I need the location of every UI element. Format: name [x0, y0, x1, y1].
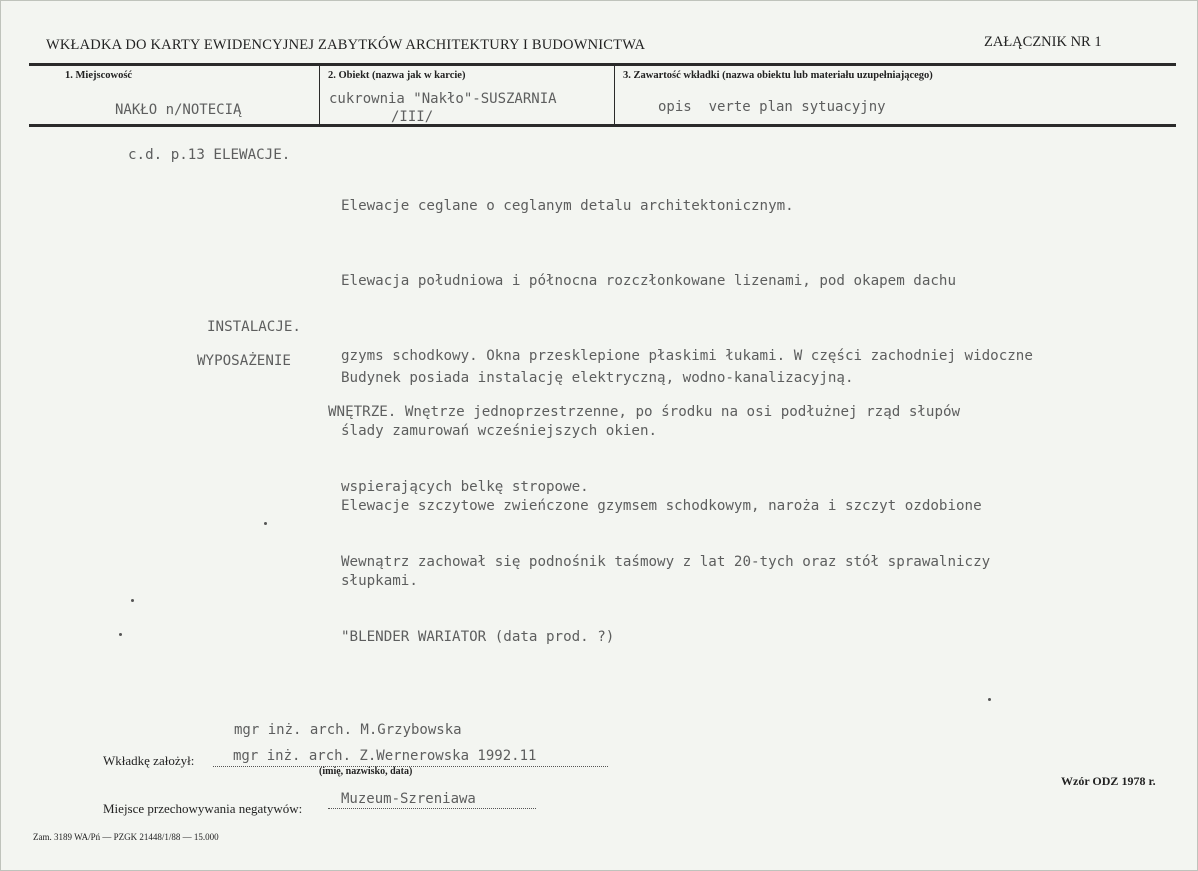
text-line: gzyms schodkowy. Okna przesklepione płaskimi łukami. W części zachodniej widoczne	[341, 348, 1033, 364]
negatives-label: Miejsce przechowywania negatywów:	[103, 801, 303, 816]
text-line: ślady zamurowań wcześniejszych okien.	[341, 423, 658, 439]
object-label: 2. Obiekt (nazwa jak w karcie)	[328, 70, 466, 81]
paper-speck	[988, 698, 991, 701]
page-title: WKŁADKA DO KARTY EWIDENCYJNEJ ZABYTKÓW ARCHITEKTURY I BUDOWNICTWA	[46, 37, 646, 53]
form-label: Wzór ODZ 1978 r.	[1061, 774, 1156, 788]
print-info: Zam. 3189 WA/Pń — PZGK 21448/1/88 — 15.000	[33, 832, 219, 842]
author-caption: (imię, nazwisko, data)	[319, 766, 413, 777]
locality-value: NAKŁO n/NOTECIĄ	[115, 102, 242, 118]
negatives-dotted-line	[328, 808, 536, 809]
text-line: "BLENDER WARIATOR (data prod. ?)	[341, 629, 615, 645]
column-divider-2	[614, 66, 615, 126]
text-line: wspierających belkę stropowe.	[341, 479, 589, 495]
annex-number: ZAŁĄCZNIK NR 1	[984, 34, 1102, 50]
contents-value: opis verte plan sytuacyjny	[658, 99, 886, 115]
section-label-installations: INSTALACJE.	[207, 319, 301, 335]
paper-speck	[131, 599, 134, 602]
text-line: Elewacje szczytowe zwieńczone gzymsem schodkowym, naroża i szczyt ozdobione	[341, 498, 982, 514]
negatives-value: Muzeum-Szreniawa	[341, 791, 476, 807]
author-line-2: mgr inż. arch. Z.Wernerowska 1992.11	[233, 748, 537, 764]
section-label-furnishings: WYPOSAŻENIE	[197, 353, 291, 369]
furnishings-text	[328, 350, 990, 700]
text-line: Elewacje ceglane o ceglanym detalu architektonicznym.	[341, 198, 794, 214]
paper-speck	[264, 522, 267, 525]
object-value: cukrownia "Nakło"-SUSZARNIA	[329, 91, 557, 107]
text-line: Elewacja południowa i północna rozczłonkowane lizenami, pod okapem dachu	[341, 273, 956, 289]
column-divider-1	[319, 66, 320, 126]
text-line: słupkami.	[341, 573, 418, 589]
author-line-1: mgr inż. arch. M.Grzybowska	[234, 722, 462, 738]
locality-label: 1. Miejscowość	[65, 70, 133, 81]
paper-speck	[119, 633, 122, 636]
founded-label: Wkładkę założył:	[103, 753, 195, 768]
header-rule-top	[29, 63, 1176, 66]
contents-label: 3. Zawartość wkładki (nazwa obiektu lub materiału uzupełniającego)	[623, 70, 933, 81]
header-rule-bottom	[29, 124, 1176, 127]
section-label-elevations: c.d. p.13 ELEWACJE.	[128, 147, 291, 163]
object-value-line2: /III/	[391, 109, 434, 125]
text-line: Budynek posiada instalację elektryczną, wodno-kanalizacyjną.	[341, 370, 854, 386]
text-line: WNĘTRZE. Wnętrze jednoprzestrzenne, po środku na osi podłużnej rząd słupów	[328, 404, 961, 420]
text-line: Wewnątrz zachował się podnośnik taśmowy z lat 20-tych oraz stół sprawalniczy	[341, 554, 991, 570]
